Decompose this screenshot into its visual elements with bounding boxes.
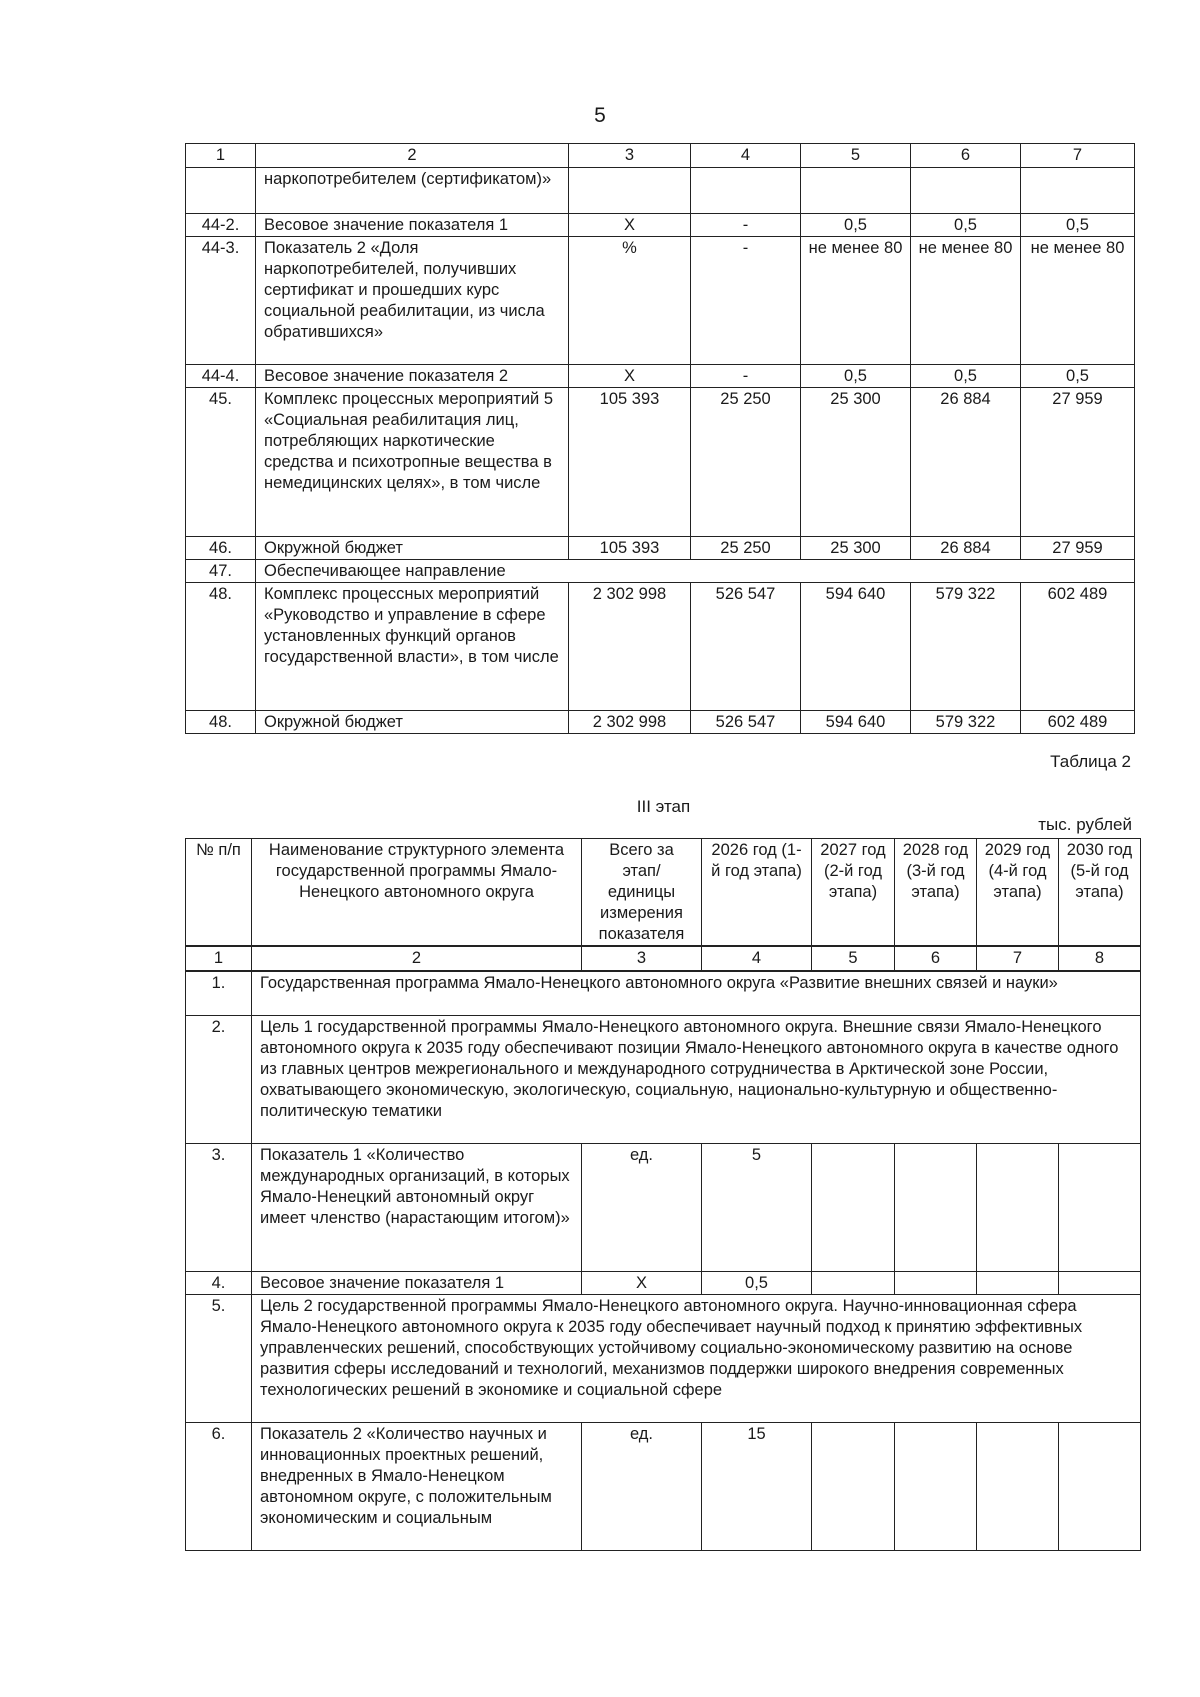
row-number: 4. [186, 1271, 252, 1294]
cell: 579 322 [911, 583, 1021, 711]
cell: 579 322 [911, 711, 1021, 734]
cell: X [569, 365, 691, 388]
col-number: 1 [186, 946, 252, 971]
cell-2027 [812, 1143, 895, 1271]
row-number: 45. [186, 388, 256, 537]
col-number: 7 [977, 946, 1059, 971]
cell-2027 [812, 1422, 895, 1550]
cell: 26 884 [911, 388, 1021, 537]
row-name: Комплекс процессных мероприятий «Руководство и управление в сфере установленных функций органов государственной власти», в том числе [256, 583, 569, 711]
row-number: 48. [186, 711, 256, 734]
cell-2026: 5 [702, 1143, 812, 1271]
table-row [186, 214, 1135, 237]
row-name: Показатель 2 «Количество научных и инновационных проектных решений, внедренных в Ямало-Ненецком автономном округе, с положительным экономическим и социальным [252, 1422, 582, 1550]
program-title: Государственная программа Ямало-Ненецкого автономного округа «Развитие внешних связей и науки» [252, 971, 1141, 1015]
cell-unit: ед. [582, 1422, 702, 1550]
table-row [186, 388, 1135, 537]
header-2030: 2030 год (5-й год этапа) [1059, 839, 1141, 947]
col-number: 3 [582, 946, 702, 971]
table-row [186, 1015, 1141, 1143]
header-2026: 2026 год (1-й год этапа) [702, 839, 812, 947]
table-1 [185, 143, 1135, 734]
row-number: 5. [186, 1294, 252, 1422]
table-row [186, 560, 1135, 583]
header-2029: 2029 год (4-й год этапа) [977, 839, 1059, 947]
cell-2030 [1059, 1271, 1141, 1294]
cell: не менее 80 [801, 237, 911, 365]
header-num: № п/п [186, 839, 252, 947]
table-row [186, 1294, 1141, 1422]
cell: 105 393 [569, 537, 691, 560]
cell: 0,5 [801, 214, 911, 237]
page-number: 5 [594, 104, 606, 127]
cell: 25 300 [801, 388, 911, 537]
cell-2029 [977, 1271, 1059, 1294]
cell-unit: X [582, 1271, 702, 1294]
cell: 0,5 [1021, 214, 1135, 237]
col-number: 2 [252, 946, 582, 971]
cell [691, 168, 801, 214]
col-number: 8 [1059, 946, 1141, 971]
goal-text: Цель 2 государственной программы Ямало-Ненецкого автономного округа. Научно-инновационная сфера Ямало-Ненецкого автономного округа к 2035 году обеспечивает научный подход к принятию эффективных управленческих решений, способствующих устойчивому социально-экономическому развитию на основе развития сферы исследований и технологий, механизмов поддержки широкого внедрения современных технологических решений в экономике и социальной сфере [252, 1294, 1141, 1422]
row-name: Весовое значение показателя 2 [256, 365, 569, 388]
col-number: 6 [895, 946, 977, 971]
table-row [186, 537, 1135, 560]
row-number: 3. [186, 1143, 252, 1271]
row-number: 48. [186, 583, 256, 711]
cell-2030 [1059, 1143, 1141, 1271]
cell: 25 250 [691, 388, 801, 537]
cell-unit: ед. [582, 1143, 702, 1271]
table-row [186, 168, 1135, 214]
row-name: Показатель 1 «Количество международных организаций, в которых Ямало-Ненецкий автономный округ имеет членство (нарастающим итогом)» [252, 1143, 582, 1271]
cell [569, 168, 691, 214]
row-name: Комплекс процессных мероприятий 5 «Социальная реабилитация лиц, потребляющих наркотические средства и психотропные вещества в немедицинских целях», в том числе [256, 388, 569, 537]
row-number: 44-2. [186, 214, 256, 237]
cell-2026: 15 [702, 1422, 812, 1550]
cell: 0,5 [1021, 365, 1135, 388]
cell: 25 300 [801, 537, 911, 560]
cell: 526 547 [691, 583, 801, 711]
row-number: 6. [186, 1422, 252, 1550]
table-row [186, 1422, 1141, 1550]
cell-2026: 0,5 [702, 1271, 812, 1294]
cell-2029 [977, 1143, 1059, 1271]
cell: - [691, 237, 801, 365]
row-number: 1. [186, 971, 252, 1015]
cell: - [691, 365, 801, 388]
row-name: наркопотребителем (сертификатом)» [256, 168, 569, 214]
row-name: Окружной бюджет [256, 537, 569, 560]
cell: 594 640 [801, 711, 911, 734]
row-number: 44-4. [186, 365, 256, 388]
table-caption: Таблица 2 [1050, 752, 1131, 771]
cell [911, 168, 1021, 214]
row-name: Весовое значение показателя 1 [252, 1271, 582, 1294]
cell: - [691, 214, 801, 237]
cell-2030 [1059, 1422, 1141, 1550]
cell-2027 [812, 1271, 895, 1294]
cell: 26 884 [911, 537, 1021, 560]
table-row [186, 1271, 1141, 1294]
row-number: 44-3. [186, 237, 256, 365]
cell: не менее 80 [1021, 237, 1135, 365]
table-row [186, 1143, 1141, 1271]
stage-title: III этап [636, 797, 691, 816]
table-2 [185, 838, 1141, 1551]
col-number: 4 [691, 144, 801, 168]
cell: 27 959 [1021, 537, 1135, 560]
row-name: Показатель 2 «Доля наркопотребителей, получивших сертификат и прошедших курс социальной реабилитации, из числа обратившихся» [256, 237, 569, 365]
cell: 2 302 998 [569, 711, 691, 734]
row-number: 2. [186, 1015, 252, 1143]
cell-2028 [895, 1143, 977, 1271]
col-number: 4 [702, 946, 812, 971]
header-name: Наименование структурного элемента государственной программы Ямало-Ненецкого автономного округа [252, 839, 582, 947]
cell: 526 547 [691, 711, 801, 734]
table-row [186, 711, 1135, 734]
cell: 0,5 [801, 365, 911, 388]
col-number: 3 [569, 144, 691, 168]
cell: 27 959 [1021, 388, 1135, 537]
col-number: 5 [801, 144, 911, 168]
header-2027: 2027 год (2-й год этапа) [812, 839, 895, 947]
row-number: 46. [186, 537, 256, 560]
row-number [186, 168, 256, 214]
cell: 0,5 [911, 365, 1021, 388]
cell: 25 250 [691, 537, 801, 560]
cell-2028 [895, 1271, 977, 1294]
cell-2028 [895, 1422, 977, 1550]
header-row [186, 839, 1141, 947]
section-title: Обеспечивающее направление [256, 560, 1135, 583]
cell: 602 489 [1021, 711, 1135, 734]
col-number: 5 [812, 946, 895, 971]
column-number-row [186, 144, 1135, 168]
col-number: 2 [256, 144, 569, 168]
cell: X [569, 214, 691, 237]
col-number: 1 [186, 144, 256, 168]
cell-2029 [977, 1422, 1059, 1550]
units-label: тыс. рублей [1038, 815, 1132, 834]
cell: 0,5 [911, 214, 1021, 237]
table-row [186, 583, 1135, 711]
cell [801, 168, 911, 214]
table-row [186, 237, 1135, 365]
goal-text: Цель 1 государственной программы Ямало-Ненецкого автономного округа. Внешние связи Ямало-Ненецкого автономного округа к 2035 году обеспечивают позиции Ямало-Ненецкого автономного округа в качестве одного из главных центров межрегионального и международного сотрудничества в Арктической зоне России, охватывающего экономическую, экологическую, социальную, национально-культурную и общественно-политическую тематики [252, 1015, 1141, 1143]
cell [1021, 168, 1135, 214]
table-row [186, 971, 1141, 1015]
col-number: 6 [911, 144, 1021, 168]
cell: 2 302 998 [569, 583, 691, 711]
table-row [186, 365, 1135, 388]
col-number: 7 [1021, 144, 1135, 168]
cell: 594 640 [801, 583, 911, 711]
cell: не менее 80 [911, 237, 1021, 365]
cell: % [569, 237, 691, 365]
cell: 602 489 [1021, 583, 1135, 711]
row-name: Весовое значение показателя 1 [256, 214, 569, 237]
cell: 105 393 [569, 388, 691, 537]
column-number-row [186, 946, 1141, 971]
header-total: Всего за этап/ единицы измерения показателя [582, 839, 702, 947]
row-name: Окружной бюджет [256, 711, 569, 734]
header-2028: 2028 год (3-й год этапа) [895, 839, 977, 947]
row-number: 47. [186, 560, 256, 583]
